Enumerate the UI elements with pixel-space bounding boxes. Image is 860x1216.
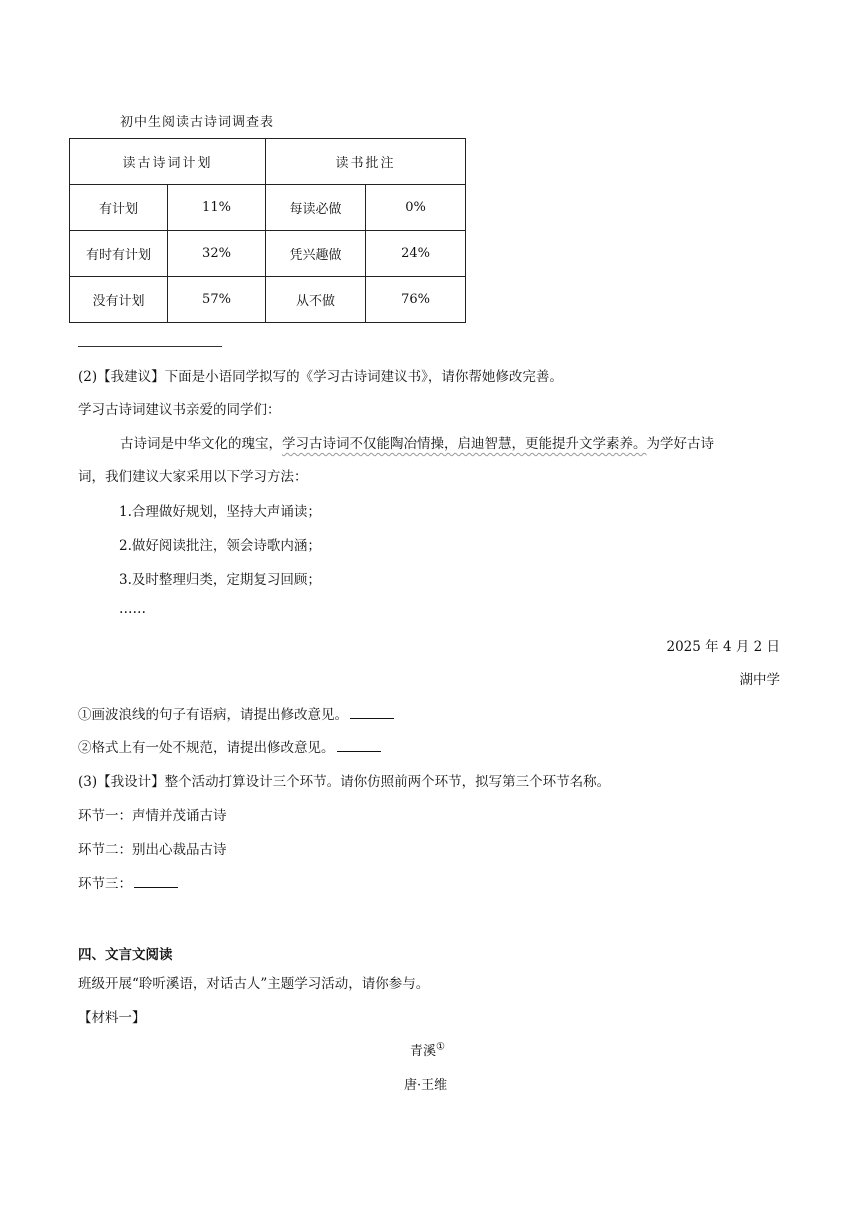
method-item: 3.及时整理归类，定期复习回顾； <box>119 572 321 588</box>
plan-percent: 11% <box>168 185 266 231</box>
plan-label: 有时有计划 <box>70 231 168 277</box>
letter-body-line2: 词，我们建议大家采用以下学习方法： <box>78 469 308 485</box>
q3-intro: (3)【我设计】整个活动打算设计三个环节。请你仿照前两个环节，拟写第三个环节名称。 <box>78 774 611 790</box>
letter-body-line1 <box>120 432 714 452</box>
sub-question-2 <box>78 736 381 756</box>
step-2: 环节二：别出心裁品古诗 <box>78 842 227 858</box>
letter-body-start: 古诗词是中华文化的瑰宝， <box>120 436 282 452</box>
step-3-label: 环节三： <box>78 876 132 892</box>
letter-title: 学习古诗词建议书亲爱的同学们： <box>78 402 281 418</box>
sub-question-2-text: ②格式上有一处不规范，请提出修改意见。 <box>78 740 335 756</box>
table-caption: 初中生阅读古诗词调查表 <box>120 115 275 130</box>
answer-blank[interactable] <box>134 875 178 888</box>
table-row <box>70 231 466 277</box>
note-label: 从不做 <box>266 277 366 323</box>
q2-intro: (2)【我建议】下面是小语同学拟写的《学习古诗词建议书》，请你帮她修改完善。 <box>78 369 563 385</box>
letter-body-end: 为学好古诗 <box>646 436 714 452</box>
header-notes: 读书批注 <box>266 139 466 185</box>
poem-title-text: 青溪 <box>410 1044 437 1059</box>
note-percent: 76% <box>366 277 466 323</box>
poem-author: 唐·王维 <box>404 1078 448 1093</box>
footnote-mark[interactable]: ① <box>436 1041 445 1053</box>
note-label: 凭兴趣做 <box>266 231 366 277</box>
sub-question-1 <box>78 703 394 723</box>
step-1: 环节一：声情并茂诵古诗 <box>78 808 227 824</box>
method-item: 2.做好阅读批注，领会诗歌内涵； <box>119 538 321 554</box>
plan-percent: 57% <box>168 277 266 323</box>
step-3 <box>78 872 178 892</box>
section-heading: 四、文言文阅读 <box>78 947 173 963</box>
letter-signature: 湖中学 <box>739 672 780 688</box>
note-percent: 24% <box>366 231 466 277</box>
wavy-sentence: 学习古诗词不仅能陶冶情操，启迪智慧，更能提升文学素养。 <box>282 436 647 452</box>
plan-percent: 32% <box>168 231 266 277</box>
letter-date: 2025 年 4 月 2 日 <box>666 639 780 655</box>
ellipsis: …… <box>119 601 146 617</box>
divider <box>78 346 222 347</box>
material-label: 【材料一】 <box>78 1010 146 1026</box>
poem-title <box>410 1040 445 1059</box>
method-item: 1.合理做好规划，坚持大声诵读； <box>119 504 321 520</box>
plan-label: 有计划 <box>70 185 168 231</box>
answer-blank[interactable] <box>337 739 381 752</box>
plan-label: 没有计划 <box>70 277 168 323</box>
note-percent: 0% <box>366 185 466 231</box>
answer-blank[interactable] <box>350 706 394 719</box>
table-row <box>70 185 466 231</box>
header-plan: 读古诗词计划 <box>70 139 266 185</box>
note-label: 每读必做 <box>266 185 366 231</box>
survey-table <box>69 138 466 323</box>
section-intro: 班级开展“聆听溪语，对话古人”主题学习活动，请你参与。 <box>78 976 430 992</box>
table-row <box>70 277 466 323</box>
sub-question-1-text: ①画波浪线的句子有语病，请提出修改意见。 <box>78 707 348 723</box>
